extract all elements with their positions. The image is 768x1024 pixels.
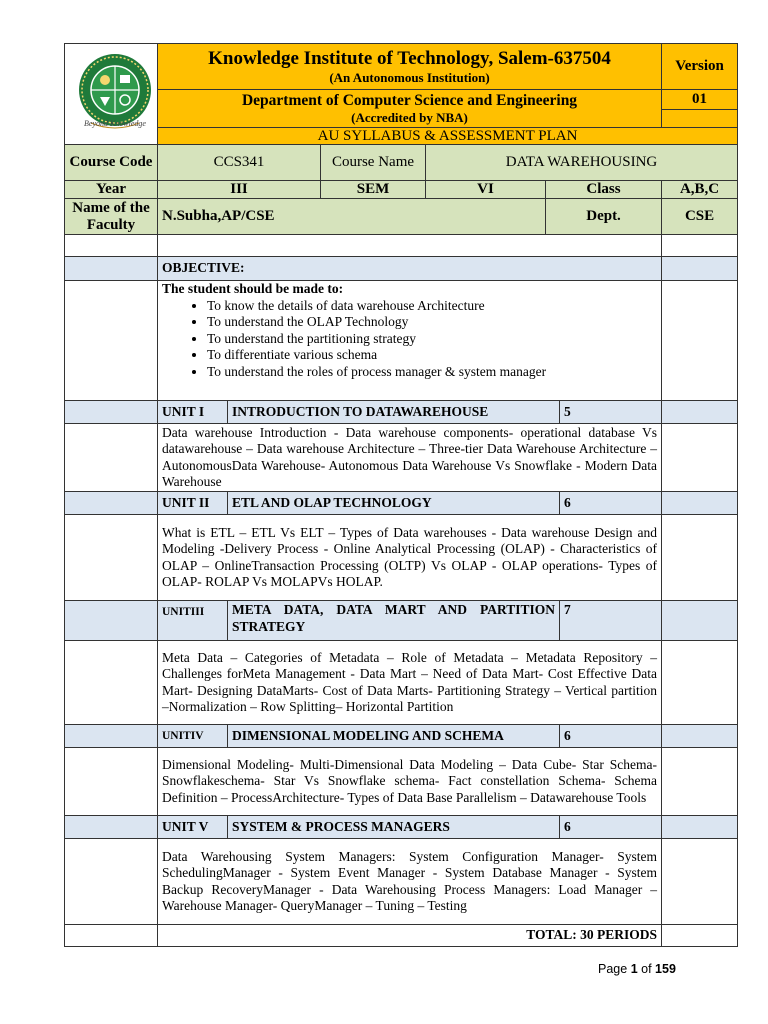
course-code-label-cell xyxy=(65,145,158,181)
unit-label: UNITIII xyxy=(162,606,205,618)
unit-title-cell xyxy=(228,492,560,515)
class-label-cell xyxy=(546,181,662,199)
version-value: 01 xyxy=(692,91,708,108)
unit-label-cell xyxy=(158,601,228,641)
class-value-cell xyxy=(662,181,738,199)
year-value: III xyxy=(230,181,248,198)
objective-heading: OBJECTIVE: xyxy=(162,260,245,276)
total-right-cell xyxy=(662,925,738,947)
unit-content-left xyxy=(65,641,158,725)
unit-right-cell xyxy=(662,816,738,839)
unit-label-cell xyxy=(158,401,228,424)
page-number xyxy=(598,962,676,976)
unit-hours: 6 xyxy=(564,494,571,510)
faculty-value: N.Subha,AP/CSE xyxy=(162,208,275,225)
accreditation: (Accredited by NBA) xyxy=(351,109,468,125)
department-name: Department of Computer Science and Engineering xyxy=(241,91,578,109)
course-code-label: Course Code xyxy=(69,154,153,170)
sem-label-cell xyxy=(321,181,426,199)
unit-hours-cell xyxy=(560,816,662,839)
objective-list xyxy=(162,298,657,381)
unit-hours-cell xyxy=(560,601,662,641)
version-label-cell xyxy=(662,44,738,90)
logo-motto: Beyond Knowledge xyxy=(84,119,146,128)
unit-title: META DATA, DATA MART AND PARTITION STRATEGY xyxy=(232,602,555,634)
year-label-cell xyxy=(65,181,158,199)
objective-heading-cell xyxy=(158,257,662,281)
unit-label: UNIT I xyxy=(162,403,205,419)
unit-content-right xyxy=(662,748,738,816)
unit-title: INTRODUCTION TO DATAWAREHOUSE xyxy=(232,403,489,419)
unit-left-cell xyxy=(65,401,158,424)
unit-content-left xyxy=(65,515,158,601)
version-label: Version xyxy=(675,58,724,75)
department-header xyxy=(158,90,662,128)
unit-label: UNIT V xyxy=(162,818,209,834)
unit-title-cell xyxy=(228,401,560,424)
course-name-label-cell xyxy=(321,145,426,181)
year-value-cell xyxy=(158,181,321,199)
course-name-value-cell xyxy=(426,145,738,181)
plan-title: AU SYLLABUS & ASSESSMENT PLAN xyxy=(317,128,578,144)
unit-title: SYSTEM & PROCESS MANAGERS xyxy=(232,818,450,834)
unit-title-cell xyxy=(228,601,560,641)
institute-header xyxy=(158,44,662,90)
unit-label: UNIT II xyxy=(162,494,210,510)
unit-content: Data Warehousing System Managers: System Configuration Manager- System SchedulingManager - System Event Manager - System Database Manager - System Backup RecoveryManager - Data Warehousing Process Managers: Load Manager – Warehouse Manager- QueryManager – Tuning – Testing xyxy=(158,839,662,925)
course-code-value-cell xyxy=(158,145,321,181)
institute-name: Knowledge Institute of Technology, Salem-637504 xyxy=(208,47,611,69)
objective-item: • To understand the partitioning strategy xyxy=(207,331,567,348)
page-prefix: Page xyxy=(598,962,628,976)
dept-label: Dept. xyxy=(586,208,621,225)
unit-content-right xyxy=(662,515,738,601)
class-label: Class xyxy=(586,181,621,198)
unit-hours: 6 xyxy=(564,818,571,834)
unit-hours-cell xyxy=(560,492,662,515)
dept-label-cell xyxy=(546,199,662,235)
sem-value: VI xyxy=(477,181,494,198)
dept-value-cell xyxy=(662,199,738,235)
unit-title: ETL AND OLAP TECHNOLOGY xyxy=(232,494,432,510)
unit-right-cell xyxy=(662,601,738,641)
unit-hours: 5 xyxy=(564,403,571,419)
institute-autonomous: (An Autonomous Institution) xyxy=(329,69,490,85)
unit-label-cell xyxy=(158,816,228,839)
course-name-value: DATA WAREHOUSING xyxy=(505,154,658,171)
year-label: Year xyxy=(96,181,126,198)
unit-title-cell xyxy=(228,725,560,748)
unit-right-cell xyxy=(662,401,738,424)
objective-left-cell xyxy=(65,257,158,281)
spacer-cell xyxy=(158,235,662,257)
unit-right-cell xyxy=(662,492,738,515)
objective-item: • To know the details of data warehouse Architecture xyxy=(207,298,567,315)
unit-content-left xyxy=(65,424,158,492)
total-left-cell xyxy=(65,925,158,947)
plan-title-cell xyxy=(158,128,738,145)
unit-content-right xyxy=(662,839,738,925)
course-code-value: CCS341 xyxy=(213,154,265,171)
page-of: of xyxy=(641,962,652,976)
unit-left-cell xyxy=(65,492,158,515)
total-cell xyxy=(158,925,662,947)
unit-left-cell xyxy=(65,725,158,748)
page-total: 159 xyxy=(655,962,676,976)
dept-value: CSE xyxy=(684,208,715,225)
objective-left-blank xyxy=(65,281,158,401)
unit-label: UNITIV xyxy=(162,730,204,743)
faculty-label: Name of the Faculty xyxy=(72,199,150,233)
spacer-cell xyxy=(662,235,738,257)
course-name-label: Course Name xyxy=(331,154,415,171)
unit-hours: 6 xyxy=(564,727,571,743)
unit-hours-cell xyxy=(560,401,662,424)
institute-logo-cell xyxy=(65,44,158,145)
faculty-label-cell xyxy=(65,199,158,235)
objective-item: • To understand the roles of process manager & system manager xyxy=(207,364,567,381)
unit-content: Dimensional Modeling- Multi-Dimensional Data Modeling – Data Cube- Star Schema- Snowflakeschema- Star Vs Snowflake schema- Fact constellation Schema- Schema Definition – ProcessArchitecture- Types of Data Base Parallelism – Datawarehouse Tools xyxy=(158,748,662,816)
objective-intro: The student should be made to: xyxy=(162,281,344,296)
unit-content: What is ETL – ETL Vs ELT – Types of Data warehouses - Data warehouse Design and Modeling -Delivery Process - Online Analytical Processing (OLAP) - Characteristics of OLAP – OnlineTransaction Processing (OLTP) Vs OLAP - OLAP operations- Types of OLAP- ROLAP Vs MOLAPVs HOLAP. xyxy=(158,515,662,601)
institute-logo xyxy=(69,53,158,135)
unit-hours: 7 xyxy=(564,602,571,617)
objective-item: • To differentiate various schema xyxy=(207,347,567,364)
unit-content: Meta Data – Categories of Metadata – Role of Metadata – Metadata Repository – Challenges forMeta Management - Data Mart – Need of Data Mart- Cost Effective Data Mart- Designing DataMarts- Cost of Data Marts- Partitioning Strategy – Vertical partition –Normalization – Row Splitting– Horizontal Partition xyxy=(158,641,662,725)
objective-item: • To understand the OLAP Technology xyxy=(207,314,567,331)
total-periods: TOTAL: 30 PERIODS xyxy=(526,927,658,943)
sem-value-cell xyxy=(426,181,546,199)
objective-right-cell xyxy=(662,257,738,281)
sem-label: SEM xyxy=(356,181,390,198)
unit-content-right xyxy=(662,641,738,725)
unit-label-cell xyxy=(158,725,228,748)
faculty-value-cell xyxy=(158,199,546,235)
syllabus-table xyxy=(64,43,738,947)
spacer-cell xyxy=(65,235,158,257)
version-blank-cell xyxy=(662,110,738,128)
page-current: 1 xyxy=(630,962,638,976)
unit-right-cell xyxy=(662,725,738,748)
objective-body xyxy=(158,281,662,401)
unit-left-cell xyxy=(65,816,158,839)
class-value: A,B,C xyxy=(679,181,720,198)
unit-content-left xyxy=(65,839,158,925)
unit-content-right xyxy=(662,424,738,492)
unit-label-cell xyxy=(158,492,228,515)
objective-right-blank xyxy=(662,281,738,401)
unit-title: DIMENSIONAL MODELING AND SCHEMA xyxy=(232,727,504,743)
version-value-cell xyxy=(662,90,738,110)
unit-title-cell xyxy=(228,816,560,839)
unit-left-cell xyxy=(65,601,158,641)
unit-content-left xyxy=(65,748,158,816)
unit-hours-cell xyxy=(560,725,662,748)
unit-content: Data warehouse Introduction - Data warehouse components- operational database Vs datawarehouse – Data warehouse Architecture – Three-tier Data Warehouse Architecture – AutonomousData Warehouse- Autonomous Data Warehouse Vs Snowflake - Modern Data Warehouse xyxy=(158,424,662,492)
